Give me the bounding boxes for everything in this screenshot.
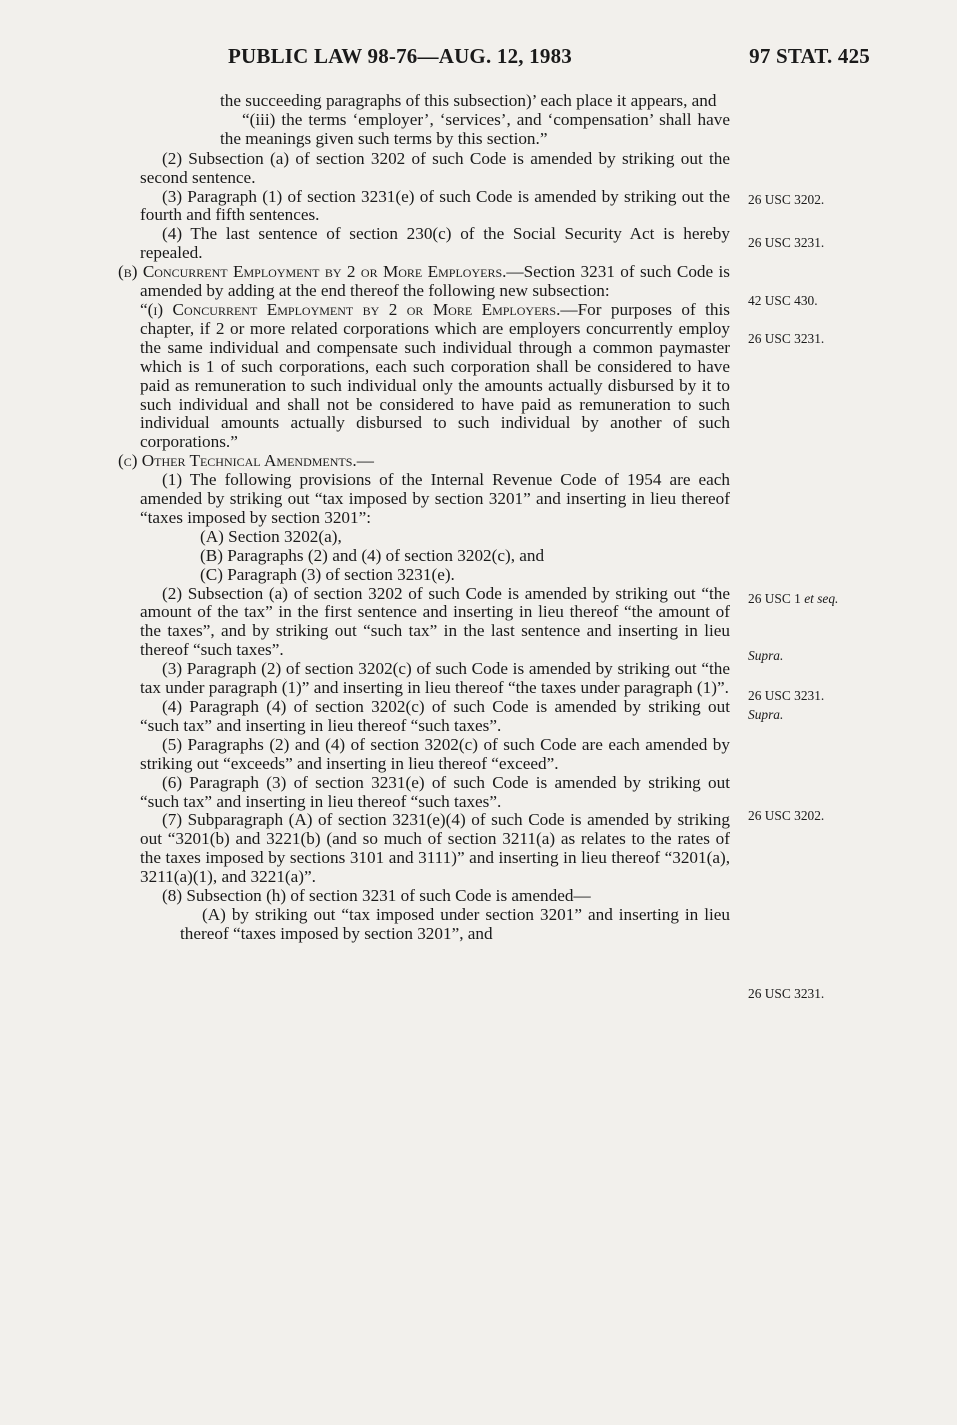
- margin-note: 26 USC 3202.: [748, 192, 825, 207]
- margin-note: 26 USC 3231.: [748, 331, 825, 346]
- margin-note: 26 USC 3231.: [748, 688, 825, 703]
- paragraph: (A) Section 3202(a),: [200, 526, 342, 546]
- paragraph-subsection-c: [118, 451, 730, 471]
- header-title: PUBLIC LAW 98-76—AUG. 12, 1983: [228, 44, 572, 68]
- paragraph: (2) Subsection (a) of section 3202 of such Code is amended by striking out the second sentence.: [140, 148, 730, 187]
- margin-note-italic: Supra.: [748, 648, 784, 663]
- subsection-heading: “(i) Concurrent Employment by 2 or More Employers.: [140, 299, 561, 319]
- margin-note: 26 USC 3231.: [748, 986, 825, 1001]
- body-text: [118, 91, 730, 944]
- paragraph: (2) Subsection (a) of section 3202 of such Code is amended by striking out “the amount of the tax” in the first sentence and inserting in lieu thereof “the amount of the taxes”, and by striking out “such tax” in the last sentence and inserting in lieu thereof “such taxes”.: [140, 583, 730, 660]
- margin-note-italic: Supra.: [748, 707, 784, 722]
- subsection-text: —For purposes of this chapter, if 2 or more related corporations which are employers concurrently employ the same individual and compensate such individual through a common paymaster which is 1 of such corporations, each such corporation shall be considered to have paid as remuneration to such individual only the amounts actually disbursed by it to such individual and shall not be considered to have paid as remuneration to such individual amounts actually disbursed to such individual by another of such corporations.”: [140, 299, 730, 452]
- paragraph-subsection-b: [118, 262, 730, 301]
- margin-note: 26 USC 3202.: [748, 808, 825, 823]
- paragraph: the succeeding paragraphs of this subsection)’ each place it appears, and: [220, 91, 717, 110]
- paragraph: (6) Paragraph (3) of section 3231(e) of such Code is amended by striking out “such tax” and inserting in lieu thereof “such taxes”.: [140, 772, 730, 811]
- paragraph: (7) Subparagraph (A) of section 3231(e)(4) of such Code is amended by striking out “3201(b) and 3221(b) (and so much of section 3211(a) as relates to the rates of the taxes imposed by sections 3101 and 3111)” and inserting in lieu thereof “3201(a), 3211(a)(1), and 3221(a)”.: [140, 810, 730, 887]
- subsection-heading: (c) Other Technical Amendments.: [118, 451, 357, 471]
- margin-note: 42 USC 430.: [748, 293, 818, 308]
- paragraph: (4) Paragraph (4) of section 3202(c) of such Code is amended by striking out “such tax” and inserting in lieu thereof “such taxes”.: [140, 697, 730, 735]
- paragraph: (8) Subsection (h) of section 3231 of such Code is amended—: [162, 886, 591, 906]
- paragraph: “(iii) the terms ‘employer’, ‘services’, and ‘compensation’ shall have the meanings given such terms by this section.”: [220, 109, 730, 148]
- subsection-text: —Section 3231 of such Code is amended by adding at the end thereof the following new subsection:: [140, 262, 730, 301]
- paragraph: (3) Paragraph (1) of section 3231(e) of such Code is amended by striking out the fourth and fifth sentences.: [140, 186, 730, 225]
- paragraph-subsection-i: [140, 301, 730, 452]
- paragraph: (1) The following provisions of the Internal Revenue Code of 1954 are each amended by striking out “tax imposed by section 3201” and inserting in lieu thereof “taxes imposed by section 3201”:: [140, 470, 730, 527]
- paragraph: (5) Paragraphs (2) and (4) of section 3202(c) of such Code are each amended by striking out “exceeds” and inserting in lieu thereof “exceed”.: [140, 734, 730, 773]
- header-page-number: 97 STAT. 425: [749, 44, 870, 68]
- paragraph: (A) by striking out “tax imposed under section 3201” and inserting in lieu thereof “taxes imposed by section 3201”, and: [180, 904, 730, 943]
- subsection-heading: (b) Concurrent Employment by 2 or More Employers.: [118, 262, 507, 282]
- margin-note: [748, 591, 938, 607]
- paragraph: (C) Paragraph (3) of section 3231(e).: [200, 564, 455, 584]
- margin-note: [748, 707, 938, 723]
- paragraph: (3) Paragraph (2) of section 3202(c) of such Code is amended by striking out “the tax under paragraph (1)” and inserting in lieu thereof “the taxes under paragraph (1)”.: [140, 659, 730, 698]
- margin-note-italic: et seq.: [804, 591, 839, 606]
- paragraph: (4) The last sentence of section 230(c) of the Social Security Act is hereby repealed.: [140, 224, 730, 263]
- margin-note: [748, 648, 938, 664]
- paragraph: (B) Paragraphs (2) and (4) of section 3202(c), and: [200, 545, 545, 565]
- margin-note-text: 26 USC 1: [748, 591, 805, 606]
- subsection-text: —: [356, 451, 374, 471]
- margin-note: 26 USC 3231.: [748, 235, 825, 250]
